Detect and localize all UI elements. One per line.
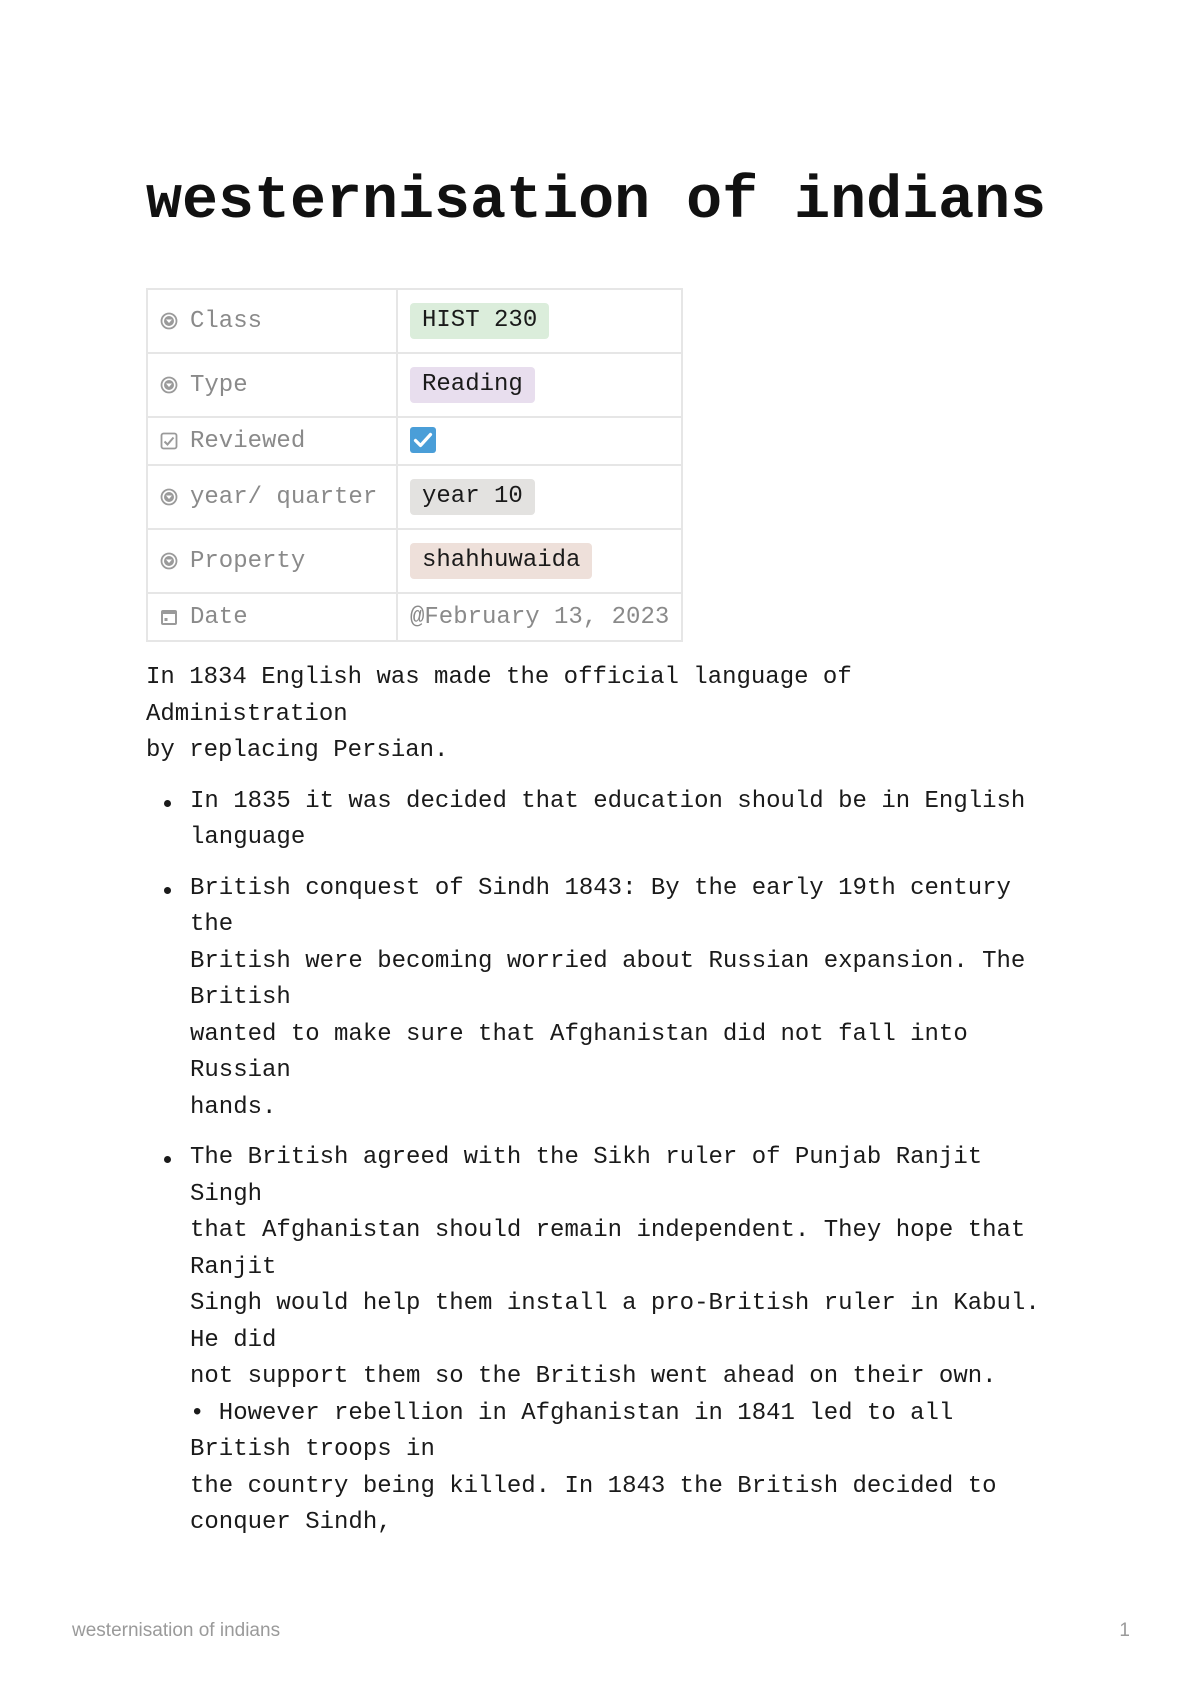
text-line: British were becoming worried about Russian expansion. The: [190, 947, 1026, 975]
list-item: [146, 871, 1066, 1127]
property-label: Reviewed: [190, 427, 306, 455]
property-value-cell[interactable]: [397, 529, 682, 593]
text-line: He did: [190, 1326, 277, 1354]
properties-table: [146, 288, 683, 642]
text-line: by replacing Persian.: [146, 737, 449, 764]
date-value[interactable]: @February 13, 2023: [410, 603, 670, 631]
intro-paragraph: [146, 660, 1066, 770]
tag-property[interactable]: shahhuwaida: [410, 543, 592, 579]
tag-type[interactable]: Reading: [410, 367, 535, 403]
property-row-reviewed: [147, 417, 682, 465]
tag-year-quarter[interactable]: year 10: [410, 479, 535, 515]
text-line: British: [190, 984, 291, 1011]
calendar-icon: [160, 607, 178, 625]
text-line: conquer Sindh,: [190, 1509, 392, 1536]
text-line: hands.: [190, 1093, 277, 1121]
property-value-cell[interactable]: [397, 417, 682, 465]
select-icon: [160, 551, 178, 569]
property-key-cell: [147, 289, 397, 353]
bullet-dot-icon: [164, 800, 171, 807]
bullet-dot-icon: [164, 887, 171, 894]
property-value-cell[interactable]: [397, 353, 682, 417]
property-row-type: [147, 353, 682, 417]
text-line: Singh: [190, 1180, 263, 1208]
page-content: [146, 660, 1066, 1556]
property-label: Type: [190, 371, 248, 399]
property-row-year-quarter: [147, 465, 682, 529]
property-row-property: [147, 529, 682, 593]
text-line: British conquest of Sindh 1843: By the early 19th century: [190, 874, 1011, 902]
property-row-class: [147, 289, 682, 353]
text-line: the country being killed. In 1843 the British decided to: [190, 1472, 997, 1500]
select-icon: [160, 375, 178, 393]
property-value-cell[interactable]: [397, 289, 682, 353]
property-label: year/ quarter: [190, 483, 378, 511]
tag-class[interactable]: HIST 230: [410, 303, 549, 339]
text-line: • However rebellion in Afghanistan in 1841 led to all: [190, 1399, 954, 1427]
page-number: 1: [1119, 1620, 1130, 1641]
text-line: The British agreed with the Sikh ruler of Punjab Ranjit: [190, 1144, 983, 1171]
text-line: the: [190, 911, 234, 938]
text-line: British troops in: [190, 1436, 435, 1463]
property-key-cell: [147, 465, 397, 529]
property-row-date: [147, 593, 682, 641]
property-label: Date: [190, 603, 248, 631]
select-icon: [160, 487, 178, 505]
text-line: In 1835 it was decided that education should be in English: [190, 787, 1026, 815]
property-label: Class: [190, 307, 263, 335]
property-value-cell[interactable]: [397, 593, 682, 641]
reviewed-checkbox[interactable]: [410, 427, 436, 453]
text-line: Administration: [146, 700, 348, 728]
text-line: Ranjit: [190, 1253, 277, 1281]
bullet-dot-icon: [164, 1156, 171, 1163]
select-icon: [160, 311, 178, 329]
property-key-cell: [147, 529, 397, 593]
text-line: language: [190, 824, 306, 851]
check-mark-icon: [410, 427, 436, 453]
property-key-cell: [147, 353, 397, 417]
property-key-cell: [147, 417, 397, 465]
bullet-list: [146, 784, 1066, 1542]
list-item: [146, 1140, 1066, 1542]
property-label: Property: [190, 547, 306, 575]
text-line: Singh would help them install a pro-British ruler in Kabul.: [190, 1290, 1040, 1317]
checkbox-icon: [160, 431, 178, 449]
property-value-cell[interactable]: [397, 465, 682, 529]
text-line: not support them so the British went ahead on their own.: [190, 1363, 997, 1390]
property-key-cell: [147, 593, 397, 641]
text-line: In 1834 English was made the official language of: [146, 664, 852, 691]
text-line: wanted to make sure that Afghanistan did not fall into: [190, 1020, 968, 1048]
text-line: that Afghanistan should remain independent. They hope that: [190, 1217, 1026, 1244]
footer-title: westernisation of indians: [72, 1620, 281, 1641]
list-item: [146, 784, 1066, 857]
text-line: Russian: [190, 1057, 291, 1084]
page-title: westernisation of indians: [146, 168, 1047, 236]
